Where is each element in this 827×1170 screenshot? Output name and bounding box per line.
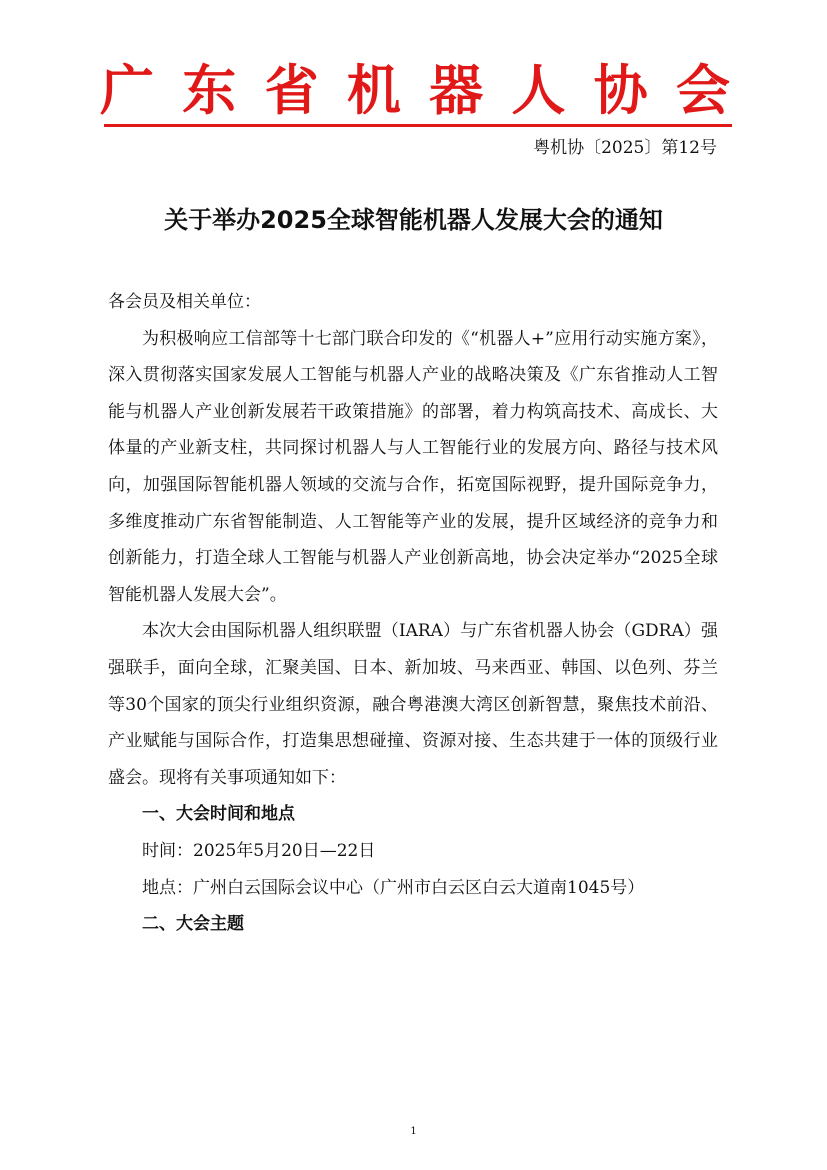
letterhead-char: 协 [593,59,648,122]
salutation: 各会员及相关单位： [108,292,261,312]
letterhead-char: 省 [264,59,319,122]
section-heading: 二、大会主题 [142,914,244,935]
body-paragraph: 为积极响应工信部等十七部门联合印发的《“机器人+”应用行动实施方案》，深入贯彻落实国家发展人工智能与机器人产业的战略决策及《广东省推动人工智能与机器人产业创新发展若干政策措施》的部署，着力构筑高技术、高成长、大体量的产业新支柱，共同探讨机器人与人工智能行业的发展方向、路径与技术风向，加强国际智能机器人领域的交流与合作，拓宽国际视野，提升国际竞争力，多维度推动广东省智能制造、人工智能等产业的发展，提升区域经济的竞争力和创新能力，打造全球人工智能与机器人产业创新高地，协会决定举办“2025全球智能机器人发展大会”。 [108,328,718,605]
page-number: 1 [410,1126,417,1137]
letterhead-char: 广 [100,59,154,122]
letterhead-char: 人 [511,59,566,122]
document-body [108,284,718,943]
letterhead-divider [104,124,732,127]
letterhead-char: 会 [675,59,730,122]
body-paragraph: 本次大会由国际机器人组织联盟（IARA）与广东省机器人协会（GDRA）强强联手，面向全球，汇聚美国、日本、新加坡、马来西亚、韩国、以色列、芬兰等30个国家的顶尖行业组织资源，融合粤港澳大湾区创新智慧，聚焦技术前沿、产业赋能与国际合作，打造集思想碰撞、资源对接、生态共建于一体的顶级行业盛会。现将有关事项通知如下： [108,621,718,788]
event-time: 时间：2025年5月20日—22日 [142,840,376,861]
letterhead-char: 器 [429,59,484,122]
event-location: 地点：广州白云国际会议中心（广州市白云区白云大道南1045号） [142,877,645,898]
section-heading: 一、大会时间和地点 [142,804,295,825]
letterhead-char: 机 [346,59,401,122]
document-title: 关于举办2025全球智能机器人发展大会的通知 [164,206,663,234]
letterhead-char: 东 [182,59,237,122]
org-letterhead [100,58,730,124]
document-number: 粤机协〔2025〕第12号 [533,138,717,158]
